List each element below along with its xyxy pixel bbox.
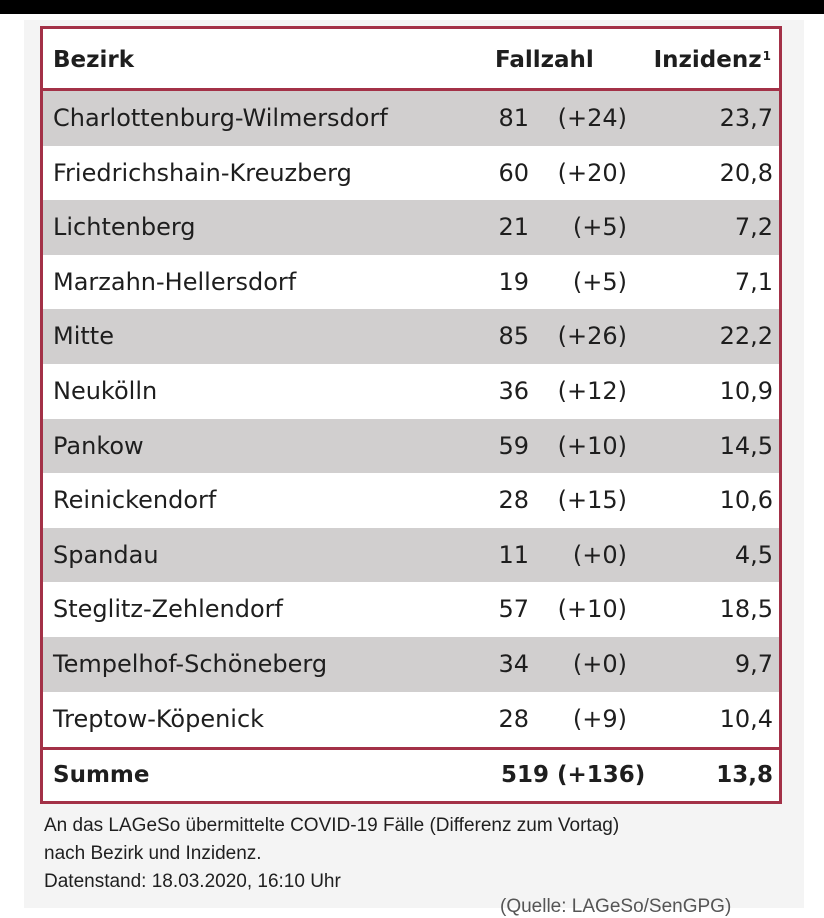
header-fallzahl: Fallzahl [495, 47, 594, 73]
footnote-marker: 1 [762, 49, 771, 63]
fallzahl-cell: 36 [498, 376, 529, 405]
fallzahl-cell: 57 [498, 595, 529, 624]
sum-inzidenz: 13,8 [716, 762, 773, 788]
table-caption [44, 812, 784, 896]
caption-line: Datenstand: 18.03.2020, 16:10 Uhr [44, 871, 341, 892]
inzidenz-cell: 10,6 [719, 486, 773, 515]
table-row [43, 364, 779, 419]
fallzahl-cell: 21 [498, 213, 529, 242]
fallzahl-cell: 81 [498, 104, 529, 132]
table-row [43, 91, 779, 146]
header-inzidenz [654, 45, 771, 75]
differenz-cell: (+0) [572, 649, 627, 678]
table-header [43, 29, 779, 91]
caption-line: nach Bezirk und Inzidenz. [44, 843, 262, 864]
caption-line: An das LAGeSo übermittelte COVID-19 Fälle (Differenz zum Vortag) [44, 815, 620, 836]
inzidenz-cell: 7,1 [734, 267, 773, 296]
table-row [43, 146, 779, 201]
bezirk-cell: Marzahn-Hellersdorf [53, 267, 297, 296]
table-row [43, 473, 779, 528]
fallzahl-cell: 59 [498, 431, 529, 460]
sum-row [43, 747, 779, 801]
header-bezirk: Bezirk [53, 47, 135, 73]
sum-label: Summe [53, 762, 150, 788]
bezirk-cell: Friedrichshain-Kreuzberg [53, 158, 352, 187]
bezirk-cell: Reinickendorf [53, 486, 217, 515]
table-row [43, 419, 779, 474]
differenz-cell: (+20) [557, 158, 627, 187]
bezirk-cell: Tempelhof-Schöneberg [53, 649, 328, 678]
table-row [43, 637, 779, 692]
inzidenz-cell: 9,7 [734, 649, 773, 678]
fallzahl-cell: 28 [498, 704, 529, 733]
bezirk-cell: Pankow [53, 431, 144, 460]
table-row [43, 255, 779, 310]
bezirk-cell: Mitte [53, 322, 114, 351]
inzidenz-cell: 4,5 [734, 540, 773, 569]
inzidenz-cell: 7,2 [734, 213, 773, 242]
bezirk-cell: Spandau [53, 540, 159, 569]
source-note: (Quelle: LAGeSo/SenGPG) [500, 896, 732, 917]
bezirk-cell: Neukölln [53, 376, 158, 405]
table-row [43, 309, 779, 364]
bezirk-cell: Lichtenberg [53, 213, 196, 242]
inzidenz-cell: 20,8 [719, 158, 773, 187]
fallzahl-cell: 34 [498, 649, 529, 678]
table-row [43, 528, 779, 583]
differenz-cell: (+12) [557, 376, 627, 405]
bezirk-cell: Charlottenburg-Wilmersdorf [53, 104, 388, 132]
inzidenz-cell: 10,9 [719, 376, 773, 405]
differenz-cell: (+10) [557, 595, 627, 624]
differenz-cell: (+10) [557, 431, 627, 460]
differenz-cell: (+5) [572, 213, 627, 242]
inzidenz-cell: 23,7 [719, 104, 773, 132]
inzidenz-cell: 22,2 [719, 322, 773, 351]
table-row [43, 582, 779, 637]
fallzahl-cell: 85 [498, 322, 529, 351]
fallzahl-cell: 19 [498, 267, 529, 296]
top-bar [0, 0, 824, 14]
differenz-cell: (+24) [557, 104, 627, 132]
bezirk-cell: Treptow-Köpenick [53, 704, 265, 733]
differenz-cell: (+9) [572, 704, 627, 733]
differenz-cell: (+5) [572, 267, 627, 296]
sum-fallzahl: 519 (+136) [501, 762, 646, 788]
fallzahl-cell: 11 [498, 540, 529, 569]
fallzahl-cell: 60 [498, 158, 529, 187]
inzidenz-cell: 10,4 [719, 704, 773, 733]
covid-table [40, 26, 782, 804]
differenz-cell: (+15) [557, 486, 627, 515]
table-row [43, 692, 779, 747]
table-row [43, 200, 779, 255]
header-inzidenz-label: Inzidenz [653, 47, 762, 73]
inzidenz-cell: 18,5 [719, 595, 773, 624]
fallzahl-cell: 28 [498, 486, 529, 515]
table-body [43, 91, 779, 746]
bezirk-cell: Steglitz-Zehlendorf [53, 595, 283, 624]
inzidenz-cell: 14,5 [719, 431, 773, 460]
differenz-cell: (+26) [557, 322, 627, 351]
differenz-cell: (+0) [572, 540, 627, 569]
